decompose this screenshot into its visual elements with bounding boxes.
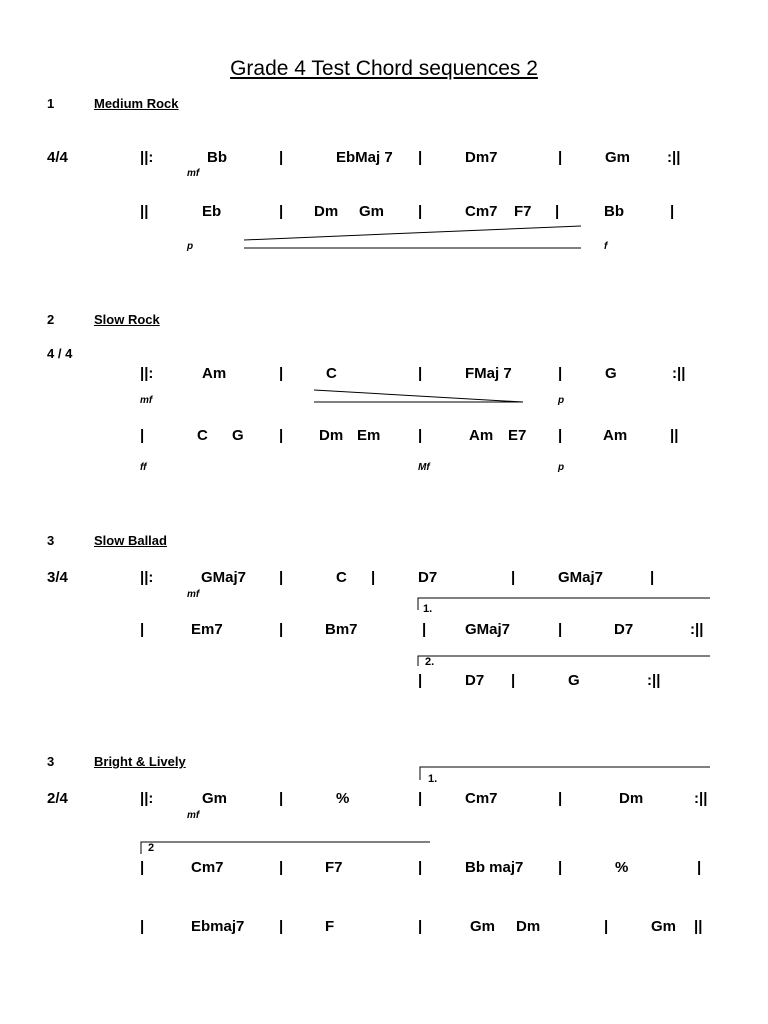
chord: Gm	[651, 918, 677, 935]
section-number: 1	[47, 96, 55, 111]
chord: D7	[418, 569, 438, 586]
dynamic-marking: p	[187, 241, 194, 252]
barline-double: ||	[140, 203, 149, 220]
barline: |	[604, 918, 609, 935]
chord: EbMaj 7	[336, 149, 393, 166]
section-name: Slow Ballad	[94, 533, 167, 548]
barline: |	[558, 790, 563, 807]
barline: |	[418, 365, 423, 382]
barline: |	[279, 790, 284, 807]
chord: E7	[508, 427, 527, 444]
chord: Gm	[470, 918, 496, 935]
chord: Dm7	[465, 149, 498, 166]
repeat-end: :||	[667, 149, 681, 166]
dynamic-marking: f	[604, 241, 608, 252]
dynamic-marking: mf	[187, 589, 200, 600]
crescendo-hairpin	[244, 226, 581, 248]
chord: Bb	[604, 203, 624, 220]
volta-1-label: 1.	[423, 603, 433, 615]
chord: Gm	[359, 203, 385, 220]
chord: Cm7	[191, 859, 224, 876]
chord: C	[326, 365, 337, 382]
chord: F	[325, 918, 335, 935]
barline: |	[558, 427, 563, 444]
barline: |	[279, 203, 284, 220]
barline: |	[697, 859, 702, 876]
chord: Em	[357, 427, 381, 444]
chord: Am	[202, 365, 227, 382]
chord: Bb	[207, 149, 227, 166]
repeat-end: :||	[694, 790, 708, 807]
barline: |	[140, 427, 145, 444]
chord: C	[336, 569, 347, 586]
time-signature: 4/4	[47, 149, 68, 166]
chord: Dm	[516, 918, 541, 935]
section-name: Slow Rock	[94, 312, 160, 327]
barline: |	[371, 569, 376, 586]
chord: FMaj 7	[465, 365, 512, 382]
chord: Cm7	[465, 790, 498, 807]
barline: |	[511, 569, 516, 586]
barline: |	[140, 621, 145, 638]
barline: |	[418, 790, 423, 807]
dynamic-marking: mf	[187, 810, 200, 821]
chord: Am	[469, 427, 494, 444]
dynamic-marking: mf	[187, 168, 200, 179]
barline: |	[418, 203, 423, 220]
page-title: Grade 4 Test Chord sequences 2	[230, 57, 538, 80]
chord: Bb maj7	[465, 859, 524, 876]
chord: Gm	[605, 149, 631, 166]
barline-double: ||	[670, 427, 679, 444]
repeat-end: :||	[690, 621, 704, 638]
volta-bracket-1	[420, 767, 710, 780]
volta-bracket-1	[418, 598, 710, 610]
chord: Gm	[202, 790, 228, 807]
chord: Dm	[319, 427, 344, 444]
section-name: Bright & Lively	[94, 754, 186, 769]
chord: GMaj7	[558, 569, 604, 586]
chord: G	[568, 672, 580, 689]
section-number: 3	[47, 533, 55, 548]
barline: |	[279, 621, 284, 638]
barline: |	[670, 203, 675, 220]
chord: D7	[465, 672, 485, 689]
repeat-start: ||:	[140, 365, 154, 382]
dynamic-marking: p	[558, 462, 565, 473]
time-signature: 2/4	[47, 790, 68, 807]
section-number: 3	[47, 754, 55, 769]
chord: Eb	[202, 203, 222, 220]
barline: |	[422, 621, 427, 638]
chord: Em7	[191, 621, 223, 638]
repeat-start: ||:	[140, 569, 154, 586]
barline: |	[418, 918, 423, 935]
chord: F7	[325, 859, 343, 876]
barline: |	[279, 569, 284, 586]
barline: |	[279, 365, 284, 382]
diminuendo-hairpin	[314, 390, 523, 402]
repeat-start: ||:	[140, 149, 154, 166]
barline: |	[558, 621, 563, 638]
chord: GMaj7	[465, 621, 511, 638]
chord: Dm	[314, 203, 339, 220]
volta-bracket-2	[418, 656, 710, 666]
time-signature: 4 / 4	[47, 346, 73, 361]
chord: G	[232, 427, 244, 444]
volta-bracket-2	[141, 842, 430, 854]
barline: |	[279, 859, 284, 876]
barline: |	[140, 859, 145, 876]
volta-2-label: 2	[148, 842, 155, 854]
barline: |	[418, 427, 423, 444]
chord: Am	[603, 427, 628, 444]
barline: |	[418, 672, 423, 689]
repeat-end: :||	[647, 672, 661, 689]
section-number: 2	[47, 312, 55, 327]
dynamic-marking: Mf	[418, 462, 430, 473]
barline: |	[511, 672, 516, 689]
barline: |	[650, 569, 655, 586]
volta-1-label: 1.	[428, 773, 438, 785]
chord: F7	[514, 203, 532, 220]
volta-2-label: 2.	[425, 656, 435, 668]
barline: |	[279, 918, 284, 935]
chord: %	[615, 859, 629, 876]
barline: |	[555, 203, 560, 220]
barline: |	[279, 427, 284, 444]
chord: G	[605, 365, 617, 382]
barline: |	[558, 149, 563, 166]
chord: Dm	[619, 790, 644, 807]
barline: |	[279, 149, 284, 166]
barline: |	[418, 859, 423, 876]
chord: GMaj7	[201, 569, 247, 586]
chord: D7	[614, 621, 634, 638]
section-name: Medium Rock	[94, 96, 179, 111]
barline: |	[558, 859, 563, 876]
chord: Cm7	[465, 203, 498, 220]
chord: %	[336, 790, 350, 807]
chord: Ebmaj7	[191, 918, 245, 935]
dynamic-marking: p	[558, 395, 565, 406]
chord: Bm7	[325, 621, 358, 638]
repeat-start: ||:	[140, 790, 154, 807]
dynamic-marking: mf	[140, 395, 153, 406]
time-signature: 3/4	[47, 569, 68, 586]
barline: |	[140, 918, 145, 935]
barline: |	[558, 365, 563, 382]
barline: |	[418, 149, 423, 166]
repeat-end: :||	[672, 365, 686, 382]
chord: C	[197, 427, 208, 444]
dynamic-marking: ff	[140, 462, 147, 473]
barline-double: ||	[694, 918, 703, 935]
